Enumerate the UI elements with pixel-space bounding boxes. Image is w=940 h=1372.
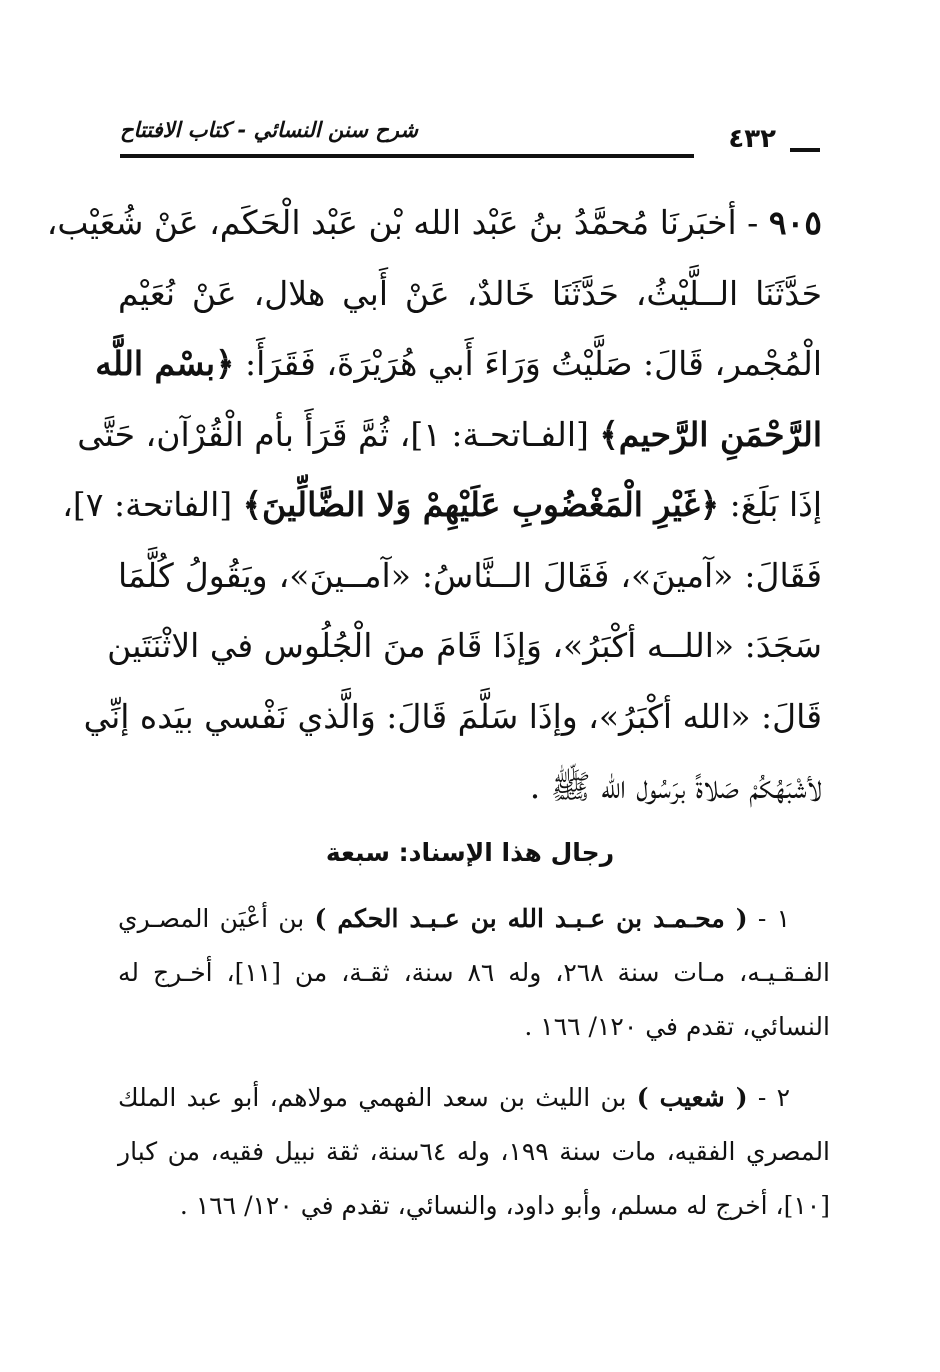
hadith-text-span: لأشْبَهُكُمْ صَلاةً برَسُول الله ﷺ . (529, 767, 822, 806)
hadith-line (62, 470, 822, 541)
narrator-entry (118, 1071, 830, 1233)
hadith-line (83, 682, 822, 753)
entry-text: [١٠]، أخرج له مسلم، وأبو داود، والنسائي، تقدم في ١٢٠/ ١٦٦ . (179, 1191, 830, 1220)
hadith-text-span: إذَا بَلَغَ: (719, 485, 822, 524)
hadith-text-span: [الفـاتحـة: ١]، ثُمَّ قَرَأَ بأم الْقُرْآن، حَتَّى (77, 414, 600, 454)
narrator-name: ( محـمـد بن عـبـد الله بن عـبـد الحكم ) (314, 904, 748, 933)
hadith-line (46, 188, 822, 259)
hadith-text-span: - أخبَرنَا مُحمَّدُ بنُ عَبْد الله بْن عَبْد الْحَكَم، عَنْ شُعَيْب، (46, 203, 769, 242)
entry-text: بن أعْيَن المصـري (118, 904, 315, 933)
entry-text: الفـقـيـه، مـات سنة ٢٦٨، وله ٨٦ سنة، ثقـة، من [١١]، أخـرج له (118, 958, 830, 987)
hadith-line (107, 611, 822, 682)
hadith-line (95, 329, 822, 400)
narrator-name: ( شعيب ) (636, 1083, 748, 1112)
entry-text: بن الليث بن سعد الفهمي مولاهم، أبو عبد الملك (118, 1083, 637, 1112)
running-title: شرح سنن النسائي - كتاب الافتتاح (120, 118, 418, 142)
section-heading: رجال هذا الإسناد: سبعة (325, 838, 615, 867)
page-number-dash (790, 148, 820, 152)
entry-number: ٢ - (747, 1083, 790, 1112)
hadith-text-span: [الفاتحة: ٧]، (62, 485, 243, 524)
entry-line (118, 892, 830, 946)
entry-line (118, 946, 830, 1000)
hadith-text (46, 188, 822, 823)
hadith-line (118, 752, 822, 823)
hadith-text-span: قَالَ: «الله أكْبَرُ»، وإذَا سَلَّمَ قَالَ: وَالَّذي نَفْسي بيَده إنِّي (83, 696, 822, 736)
entry-text: المصري الفقيه، مات سنة ١٩٩، وله ٦٤سنة، ثقة نبيل فقيه، من كبار (118, 1137, 831, 1166)
entry-line (118, 1125, 830, 1179)
hadith-line (77, 400, 822, 471)
entry-line (118, 1179, 830, 1233)
narrator-entry (118, 892, 830, 1054)
quran-quote: الرَّحْمَنِ الرَّحيم﴾ (599, 414, 822, 454)
quran-quote: ﴿غَيْرِ الْمَغْضُوبِ عَلَيْهِمْ وَلا الضَّالِّينَ﴾ (242, 485, 720, 524)
hadith-text-span: حَدَّثَنَا الــلَّيْثُ، حَدَّثَنَا خَالدٌ، عَنْ أَبي هلال، عَنْ نُعَيْم (118, 273, 822, 313)
header-rule (120, 154, 694, 158)
entry-line (118, 1000, 830, 1054)
hadith-text-span: الْمُجْمر، قَالَ: صَلَّيْتُ وَرَاءَ أَبي هُرَيْرَةَ، فَقَرَأَ: (234, 344, 822, 383)
entry-number: ١ - (747, 904, 790, 933)
hadith-text-span: فَقَالَ: «آمينَ»، فَقَالَ الــنَّاسُ: «آمــينَ»، ويَقُولُ كُلَّمَا (118, 555, 822, 595)
hadith-number: ٩٠٥ (768, 203, 822, 242)
entry-text: النسائي، تقدم في ١٢٠/ ١٦٦ . (524, 1012, 830, 1041)
hadith-text-span: سَجَدَ: «اللــه أكْبَرُ»، وَإذَا قَامَ منَ الْجُلُوس في الاثْنَتَين (107, 626, 822, 665)
quran-quote: ﴿بسْم اللَّه (95, 344, 235, 383)
page-number: ٤٣٢ (728, 124, 776, 154)
hadith-line (118, 541, 822, 612)
hadith-line (118, 259, 822, 330)
page-header (120, 118, 820, 162)
entry-line (118, 1071, 830, 1125)
